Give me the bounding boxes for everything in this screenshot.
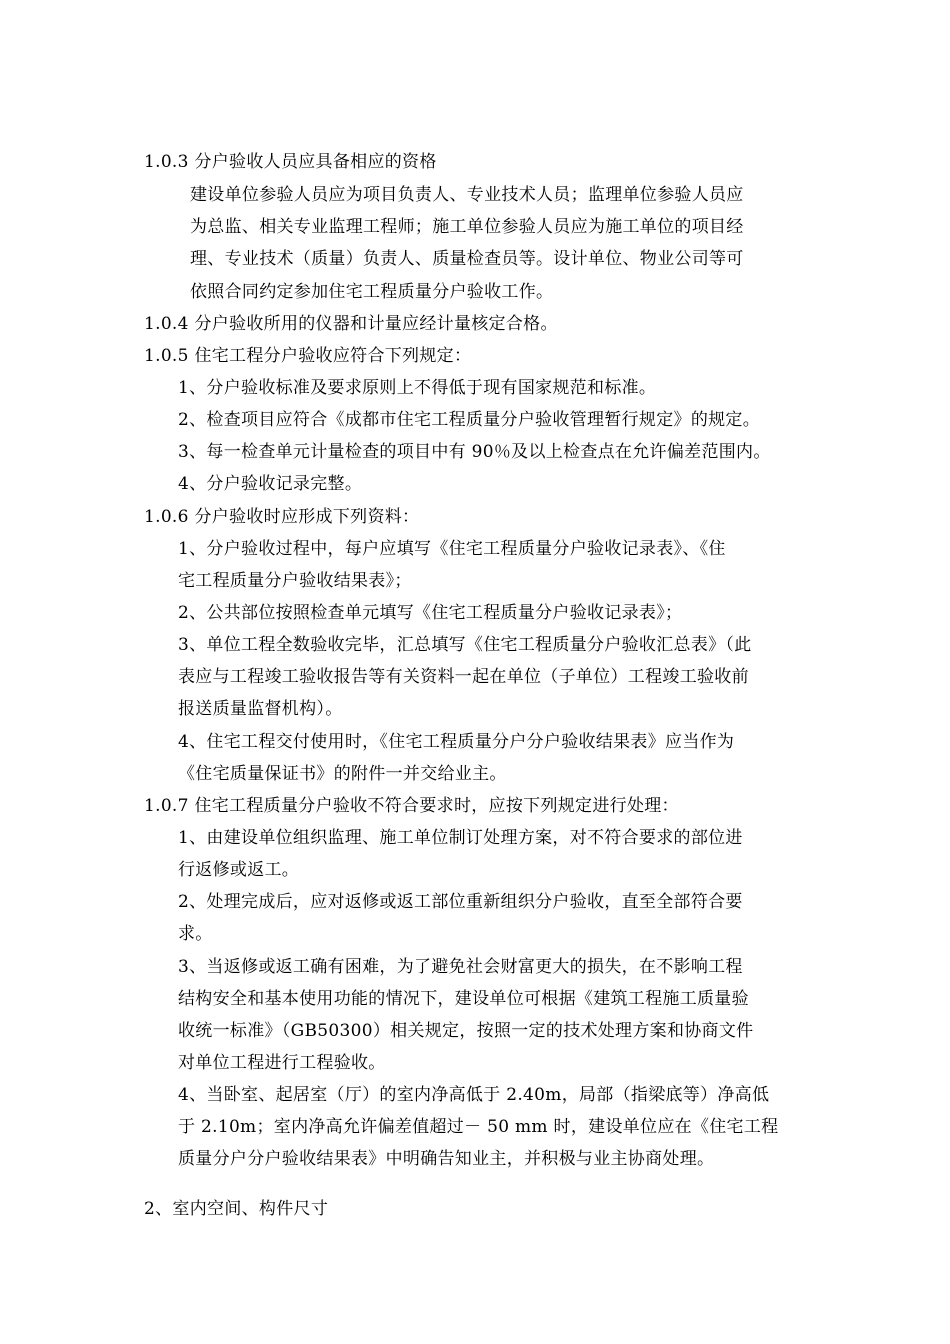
list-item: 2、检查项目应符合《成都市住宅工程质量分户验收管理暂行规定》的规定。 bbox=[178, 410, 761, 430]
paragraph-line: 为总监、相关专业监理工程师；施工单位参验人员应为施工单位的项目经 bbox=[190, 217, 744, 237]
list-item-continuation: 行返修或返工。 bbox=[178, 860, 300, 880]
list-item: 1、分户验收标准及要求原则上不得低于现有国家规范和标准。 bbox=[178, 378, 657, 398]
list-item-continuation: 求。 bbox=[178, 924, 213, 944]
list-item: 4、分户验收记录完整。 bbox=[178, 474, 363, 494]
list-item-continuation: 质量分户分户验收结果表》中明确告知业主，并积极与业主协商处理。 bbox=[178, 1149, 715, 1169]
list-item-continuation: 表应与工程竣工验收报告等有关资料一起在单位（子单位）工程竣工验收前 bbox=[178, 667, 749, 687]
paragraph-line: 建设单位参验人员应为项目负责人、专业技术人员；监理单位参验人员应 bbox=[190, 185, 744, 205]
list-item: 2、公共部位按照检查单元填写《住宅工程质量分户验收记录表》； bbox=[178, 603, 683, 623]
list-item: 3、每一检查单元计量检查的项目中有 90％及以上检查点在允许偏差范围内。 bbox=[178, 442, 771, 462]
list-item: 4、当卧室、起居室（厅）的室内净高低于 2.40m，局部（指梁底等）净高低 bbox=[178, 1085, 770, 1105]
list-item-continuation: 宅工程质量分户验收结果表》； bbox=[178, 571, 412, 591]
list-item-continuation: 收统一标准》（GB50300）相关规定，按照一定的技术处理方案和协商文件 bbox=[178, 1021, 754, 1041]
list-item-continuation: 结构安全和基本使用功能的情况下，建设单位可根据《建筑工程施工质量验 bbox=[178, 989, 749, 1009]
paragraph-line: 依照合同约定参加住宅工程质量分户验收工作。 bbox=[190, 282, 554, 302]
list-item: 3、单位工程全数验收完毕，汇总填写《住宅工程质量分户验收汇总表》（此 bbox=[178, 635, 752, 655]
list-item: 1、分户验收过程中，每户应填写《住宅工程质量分户验收记录表》、《住 bbox=[178, 539, 726, 559]
section-heading-1-0-6: 1.0.6 分户验收时应形成下列资料： bbox=[144, 507, 420, 527]
list-item: 3、当返修或返工确有困难，为了避免社会财富更大的损失，在不影响工程 bbox=[178, 957, 743, 977]
list-item-continuation: 报送质量监督机构）。 bbox=[178, 699, 343, 719]
list-item-continuation: 《住宅质量保证书》的附件一并交给业主。 bbox=[178, 764, 507, 784]
list-item-continuation: 对单位工程进行工程验收。 bbox=[178, 1053, 386, 1073]
section-heading-1-0-4: 1.0.4 分户验收所用的仪器和计量应经计量核定合格。 bbox=[144, 314, 558, 334]
paragraph-line: 理、专业技术（质量）负责人、质量检查员等。设计单位、物业公司等可 bbox=[190, 249, 744, 269]
section-heading-1-0-5: 1.0.5 住宅工程分户验收应符合下列规定： bbox=[144, 346, 472, 366]
section-heading-2: 2、室内空间、构件尺寸 bbox=[144, 1199, 329, 1219]
list-item: 4、住宅工程交付使用时，《住宅工程质量分户分户验收结果表》应当作为 bbox=[178, 732, 735, 752]
section-heading-1-0-7: 1.0.7 住宅工程质量分户验收不符合要求时，应按下列规定进行处理： bbox=[144, 796, 679, 816]
list-item: 2、处理完成后，应对返修或返工部位重新组织分户验收，直至全部符合要 bbox=[178, 892, 743, 912]
section-heading-1-0-3: 1.0.3 分户验收人员应具备相应的资格 bbox=[144, 152, 437, 172]
list-item: 1、由建设单位组织监理、施工单位制订处理方案，对不符合要求的部位进 bbox=[178, 828, 743, 848]
list-item-continuation: 于 2.10m；室内净高允许偏差值超过－ 50 mm 时，建设单位应在《住宅工程 bbox=[178, 1117, 779, 1137]
